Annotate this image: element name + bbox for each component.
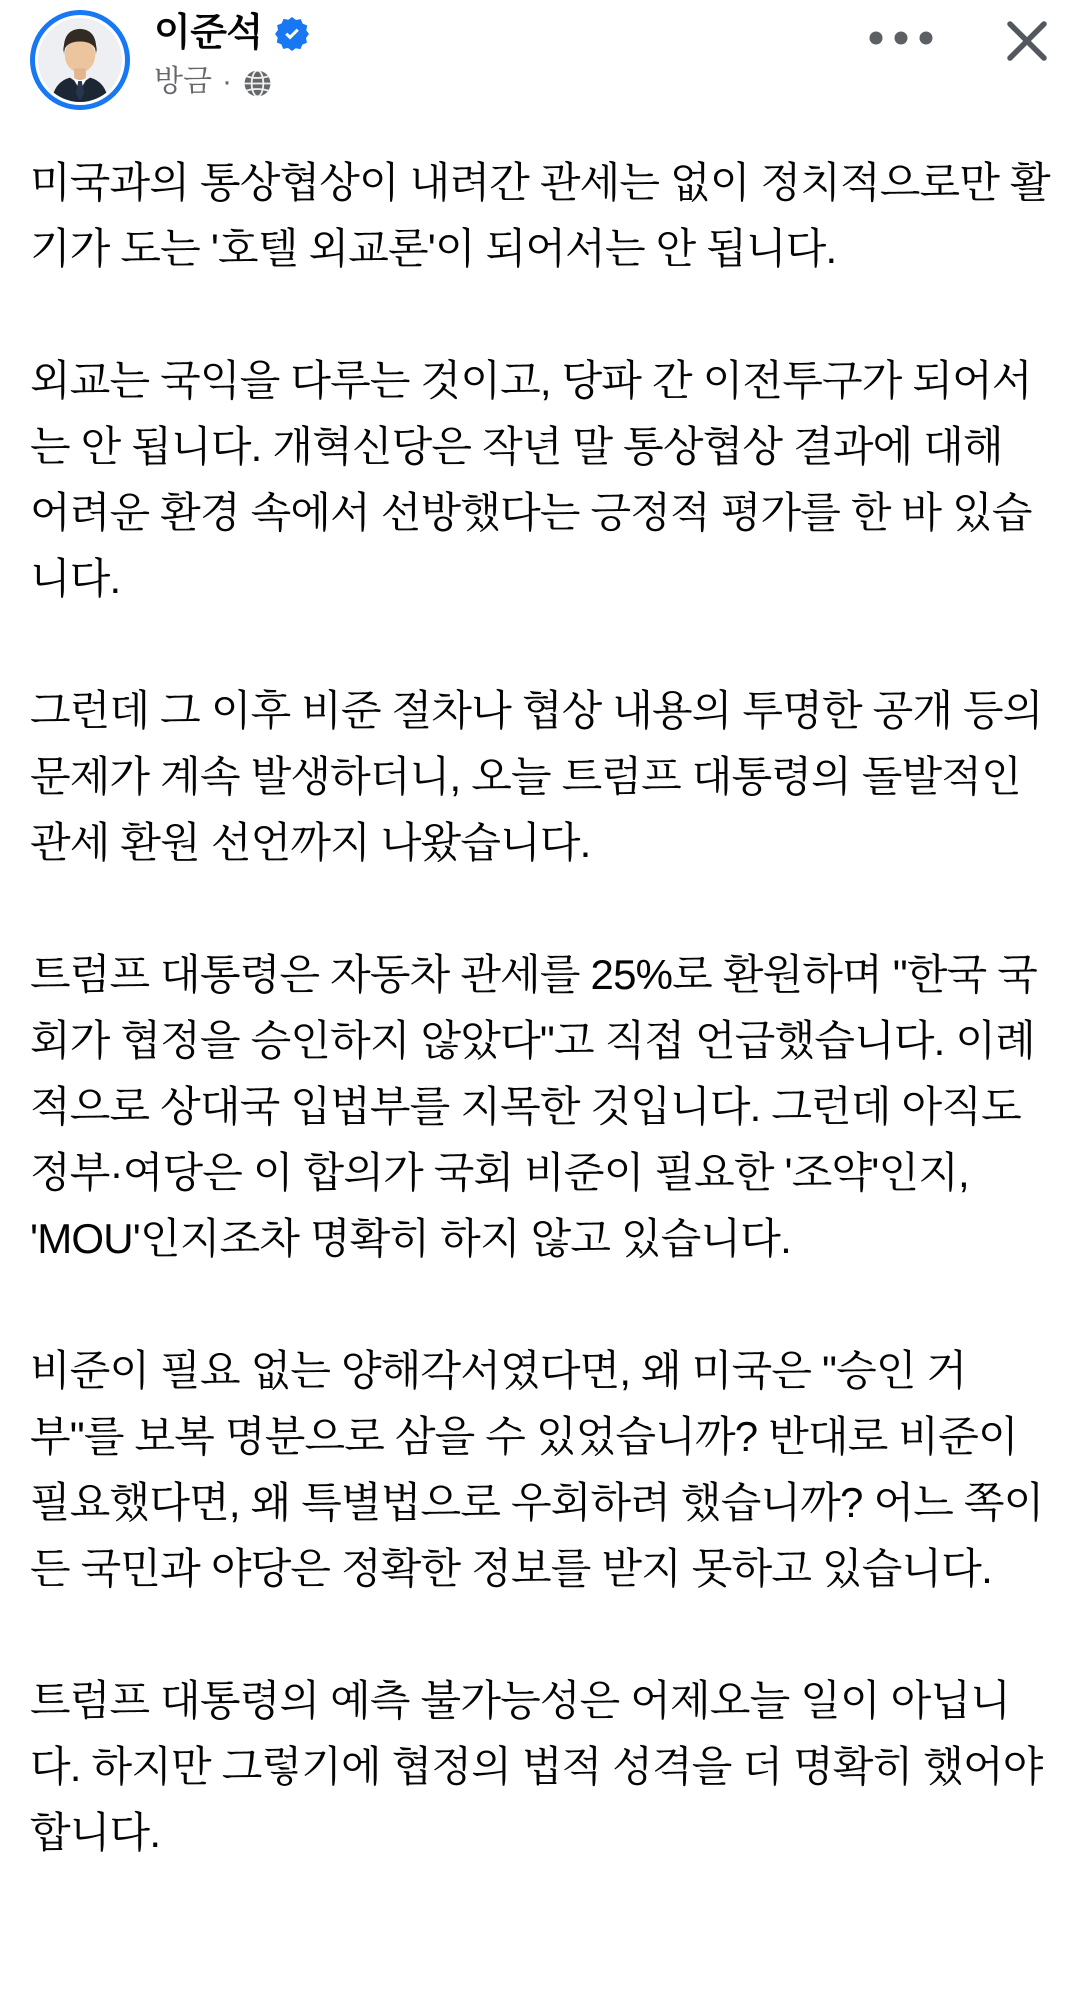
- close-button[interactable]: [1002, 16, 1052, 69]
- header-actions: [862, 6, 1052, 69]
- post-paragraph: 비준이 필요 없는 양해각서였다면, 왜 미국은 "승인 거부"를 보복 명분으로 삼을 수 있었습니까? 반대로 비준이 필요했다면, 왜 특별법으로 우회하려 했습니까? 어느 쪽이든 국민과 야당은 정확한 정보를 받지 못하고 있습니다.: [30, 1347, 1044, 1592]
- post-paragraph: 그런데 그 이후 비준 절차나 협상 내용의 투명한 공개 등의 문제가 계속 발생하더니, 오늘 트럼프 대통령의 돌발적인 관세 환원 선언까지 나왔습니다.: [30, 687, 1043, 866]
- globe-icon: [242, 68, 273, 99]
- avatar-photo: [38, 18, 122, 102]
- avatar[interactable]: [30, 10, 130, 110]
- author-name[interactable]: 이준석: [154, 12, 263, 54]
- ellipsis-icon: [868, 30, 934, 46]
- close-icon: [1002, 16, 1052, 66]
- dot-separator: ·: [221, 65, 232, 98]
- author-info: [154, 6, 309, 100]
- post-paragraph: 트럼프 대통령은 자동차 관세를 25%로 환원하며 "한국 국회가 협정을 승인하지 않았다"고 직접 언급했습니다. 이례적으로 상대국 입법부를 지목한 것입니다. 그런데 아직도 정부·여당은 이 합의가 국회 비준이 필요한 '조약'인지, 'MOU'인지조차 명확히 하지 않고 있습니다.: [30, 951, 1038, 1262]
- post-paragraph: 외교는 국익을 다루는 것이고, 당파 간 이전투구가 되어서는 안 됩니다. 개혁신당은 작년 말 통상협상 결과에 대해 어려운 환경 속에서 선방했다는 긍정적 평가를 한 바 있습니다.: [30, 357, 1032, 602]
- post-paragraph: 트럼프 대통령의 예측 불가능성은 어제오늘 일이 아닙니다. 하지만 그렇기에 협정의 법적 성격을 더 명확히 했어야 합니다.: [30, 1677, 1043, 1856]
- verified-badge-icon: [275, 17, 309, 51]
- more-options-button[interactable]: [862, 16, 940, 50]
- post-body-text: [0, 110, 1080, 1866]
- post-paragraph: 미국과의 통상협상이 내려간 관세는 없이 정치적으로만 활기가 도는 '호텔 외교론'이 되어서는 안 됩니다.: [30, 159, 1050, 272]
- timestamp[interactable]: 방금: [154, 65, 212, 98]
- post-header: [0, 0, 1080, 110]
